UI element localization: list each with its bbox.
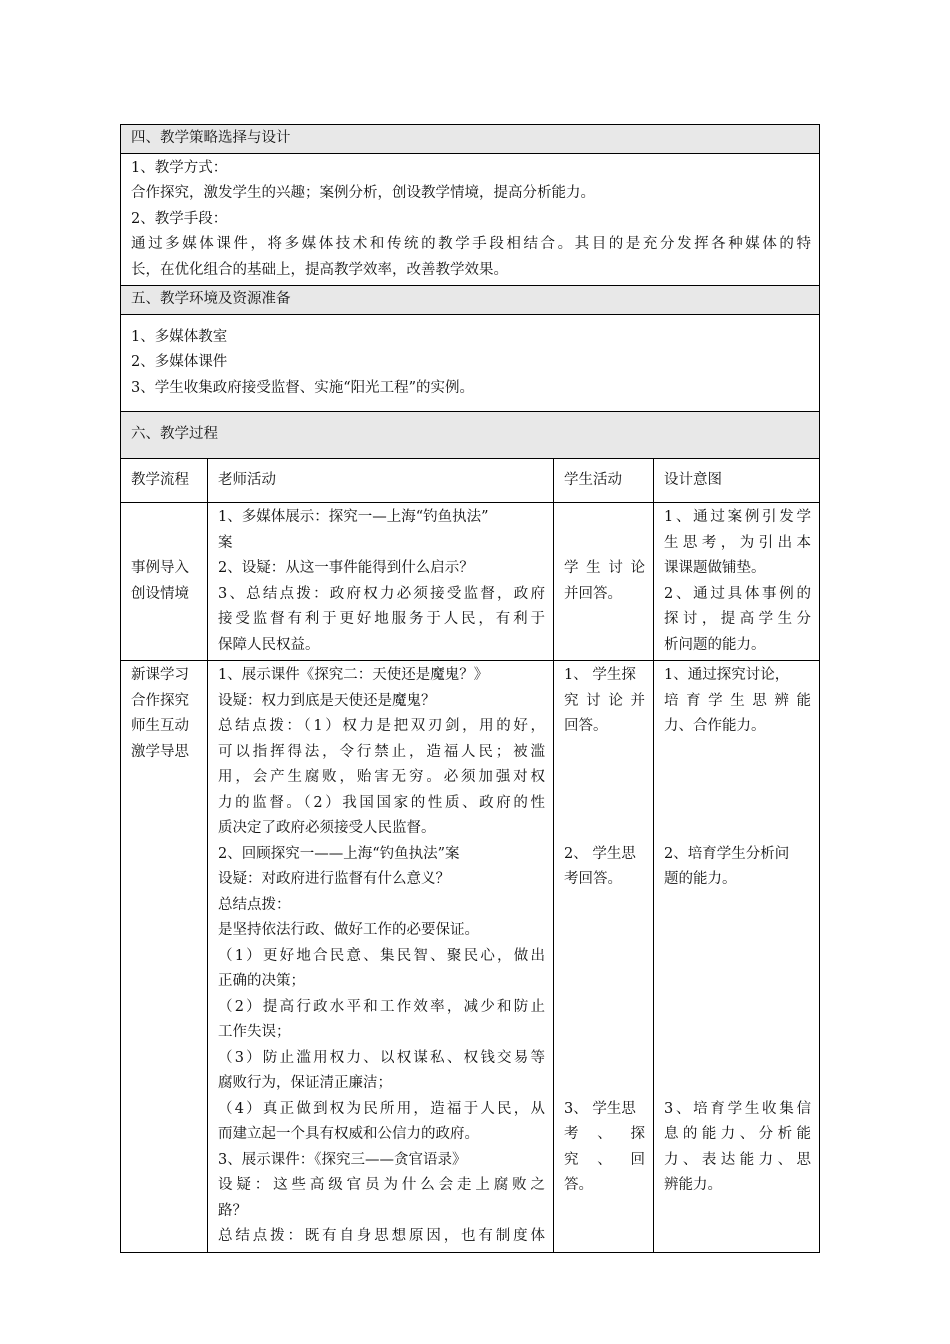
intent-line: 辨能力。 — [664, 1177, 722, 1193]
teacher-line: 工作失误； — [218, 1024, 291, 1040]
section-4-title: 四、教学策略选择与设计 — [121, 125, 820, 154]
student-line: 究 讨 论 并 — [564, 692, 645, 709]
section-5-line: 2、多媒体课件 — [131, 354, 228, 370]
section-5-body — [121, 314, 820, 412]
intent-line: 1、通过案例引发学 — [664, 509, 811, 525]
section-4-line: 1、教学方式： — [131, 159, 228, 176]
table-row — [121, 503, 820, 661]
student-block-1 — [564, 663, 645, 740]
teacher-line: 1、多媒体展示：探究一—上海“钓鱼执法” — [218, 509, 489, 525]
flow-line: 师生互动 — [131, 718, 189, 734]
teacher-line: 而建立起一个具有权威和公信力的政府。 — [218, 1126, 479, 1142]
teacher-line: 设疑：权力到底是天使还是魔鬼？ — [218, 692, 436, 709]
section-4-line: 长，在优化组合的基础上，提高教学效率，改善教学效果。 — [131, 261, 508, 278]
teacher-line: 总结点拨： — [218, 896, 291, 913]
flow-line: 激学导思 — [131, 743, 189, 760]
student-line: 2、 学生思 — [564, 845, 636, 862]
table-row — [121, 661, 820, 1253]
teacher-line: 2、设疑：从这一事件能得到什么启示？ — [218, 560, 474, 576]
student-block-2 — [564, 842, 645, 893]
lesson-plan-document — [120, 124, 819, 1253]
student-cell — [554, 661, 654, 1253]
intent-line: 3、培育学生收集信 — [664, 1100, 811, 1117]
student-line: 究 、 回 — [564, 1151, 645, 1168]
intent-line: 2、通过具体事例的 — [664, 585, 811, 602]
student-line: 答。 — [564, 1177, 593, 1193]
teacher-line: 可以指挥得法，令行禁止，造福人民；被滥 — [218, 743, 545, 760]
intent-block-1 — [664, 663, 811, 740]
teacher-line: 接受监督有利于更好地服务于人民，有利于 — [218, 611, 545, 627]
spacer — [564, 740, 645, 842]
teacher-line: 总结点拨：既有自身思想原因，也有制度体 — [218, 1228, 545, 1244]
student-line: 考回答。 — [564, 871, 622, 887]
student-line: 并回答。 — [564, 585, 622, 602]
teacher-cell — [208, 503, 554, 661]
flow-cell — [121, 503, 208, 661]
teacher-line: 3、展示课件：《探究三——贪官语录》 — [218, 1151, 467, 1168]
intent-block-2 — [664, 842, 811, 893]
teacher-line: 设疑：对政府进行监督有什么意义？ — [218, 871, 450, 887]
teacher-line: 2、回顾探究一——上海“钓鱼执法”案 — [218, 845, 460, 862]
flow-line: 合作探究 — [131, 692, 189, 709]
flow-cell — [121, 661, 208, 1253]
column-header-intent: 设计意图 — [654, 458, 820, 503]
column-header-flow: 教学流程 — [121, 458, 208, 503]
intent-line: 2、培育学生分析问 — [664, 845, 790, 862]
section-4-body — [121, 153, 820, 286]
intent-line: 力、合作能力。 — [664, 718, 766, 734]
student-line: 学 生 讨 论 — [564, 560, 645, 576]
intent-cell — [654, 661, 820, 1253]
teacher-line: 总结点拨：（1）权力是把双刃剑，用的好， — [218, 718, 545, 734]
student-line: 1、 学生探 — [564, 667, 636, 683]
section-4-line: 通过多媒体课件，将多媒体技术和传统的教学手段相结合。其目的是充分发挥各种媒体的特 — [131, 236, 811, 252]
intent-line: 题的能力。 — [664, 871, 737, 887]
section-5-line: 3、学生收集政府接受监督、实施“阳光工程”的实例。 — [131, 379, 475, 396]
teacher-line: 腐败行为，保证清正廉洁； — [218, 1075, 392, 1091]
teacher-line: 是坚持依法行政、做好工作的必要保证。 — [218, 922, 479, 938]
section-6-title: 六、教学过程 — [121, 412, 820, 459]
spacer — [564, 893, 645, 1097]
student-line: 回答。 — [564, 718, 608, 734]
flow-line: 创设情境 — [131, 585, 189, 602]
teacher-line: 1、展示课件《探究二：天使还是魔鬼？》 — [218, 667, 489, 683]
spacer — [664, 893, 811, 1097]
flow-line: 新课学习 — [131, 667, 189, 683]
intent-line: 力、表达能力、思 — [664, 1151, 811, 1168]
teacher-line: （3）防止滥用权力、以权谋私、权钱交易等 — [218, 1049, 545, 1066]
spacer — [664, 740, 811, 842]
intent-block-3 — [664, 1097, 811, 1199]
teacher-line: 设疑：这些高级官员为什么会走上腐败之 — [218, 1177, 545, 1193]
teacher-line: 案 — [218, 534, 233, 551]
column-header-teacher: 老师活动 — [208, 458, 554, 503]
flow-line: 事例导入 — [131, 560, 189, 576]
teacher-line: 用，会产生腐败，贻害无穷。必须加强对权 — [218, 769, 545, 785]
teacher-cell — [208, 661, 554, 1253]
teacher-line: 路？ — [218, 1202, 247, 1219]
intent-line: 息的能力、分析能 — [664, 1126, 811, 1142]
student-line: 3、 学生思 — [564, 1100, 636, 1117]
intent-line: 探讨，提高学生分 — [664, 611, 811, 627]
teacher-line: 质决定了政府必须接受人民监督。 — [218, 820, 436, 836]
section-5-title: 五、教学环境及资源准备 — [121, 286, 820, 315]
teacher-line: 力的监督。（2）我国国家的性质、政府的性 — [218, 794, 545, 811]
intent-line: 培 育 学 生 思 辨 能 — [664, 692, 811, 709]
section-4-line: 2、教学手段： — [131, 210, 228, 227]
teacher-line: 保障人民权益。 — [218, 636, 320, 653]
student-cell — [554, 503, 654, 661]
teacher-line: 3、总结点拨：政府权力必须接受监督，政府 — [218, 585, 545, 602]
intent-cell — [654, 503, 820, 661]
section-5-line: 1、多媒体教室 — [131, 328, 228, 345]
column-header-student: 学生活动 — [554, 458, 654, 503]
student-block-3 — [564, 1097, 645, 1199]
intent-line: 析问题的能力。 — [664, 636, 766, 653]
intent-line: 课课题做铺垫。 — [664, 560, 766, 576]
lesson-plan-table — [120, 124, 820, 1253]
teacher-line: 正确的决策； — [218, 973, 305, 989]
intent-line: 1、通过探究讨论， — [664, 667, 790, 683]
teacher-line: （4）真正做到权为民所用，造福于人民，从 — [218, 1100, 545, 1117]
intent-line: 生思考，为引出本 — [664, 534, 811, 551]
student-line: 考 、 探 — [564, 1126, 645, 1142]
teacher-line: （2）提高行政水平和工作效率，减少和防止 — [218, 998, 545, 1015]
teacher-line: （1）更好地合民意、集民智、聚民心，做出 — [218, 947, 545, 964]
section-4-line: 合作探究，激发学生的兴趣；案例分析，创设教学情境，提高分析能力。 — [131, 185, 595, 201]
